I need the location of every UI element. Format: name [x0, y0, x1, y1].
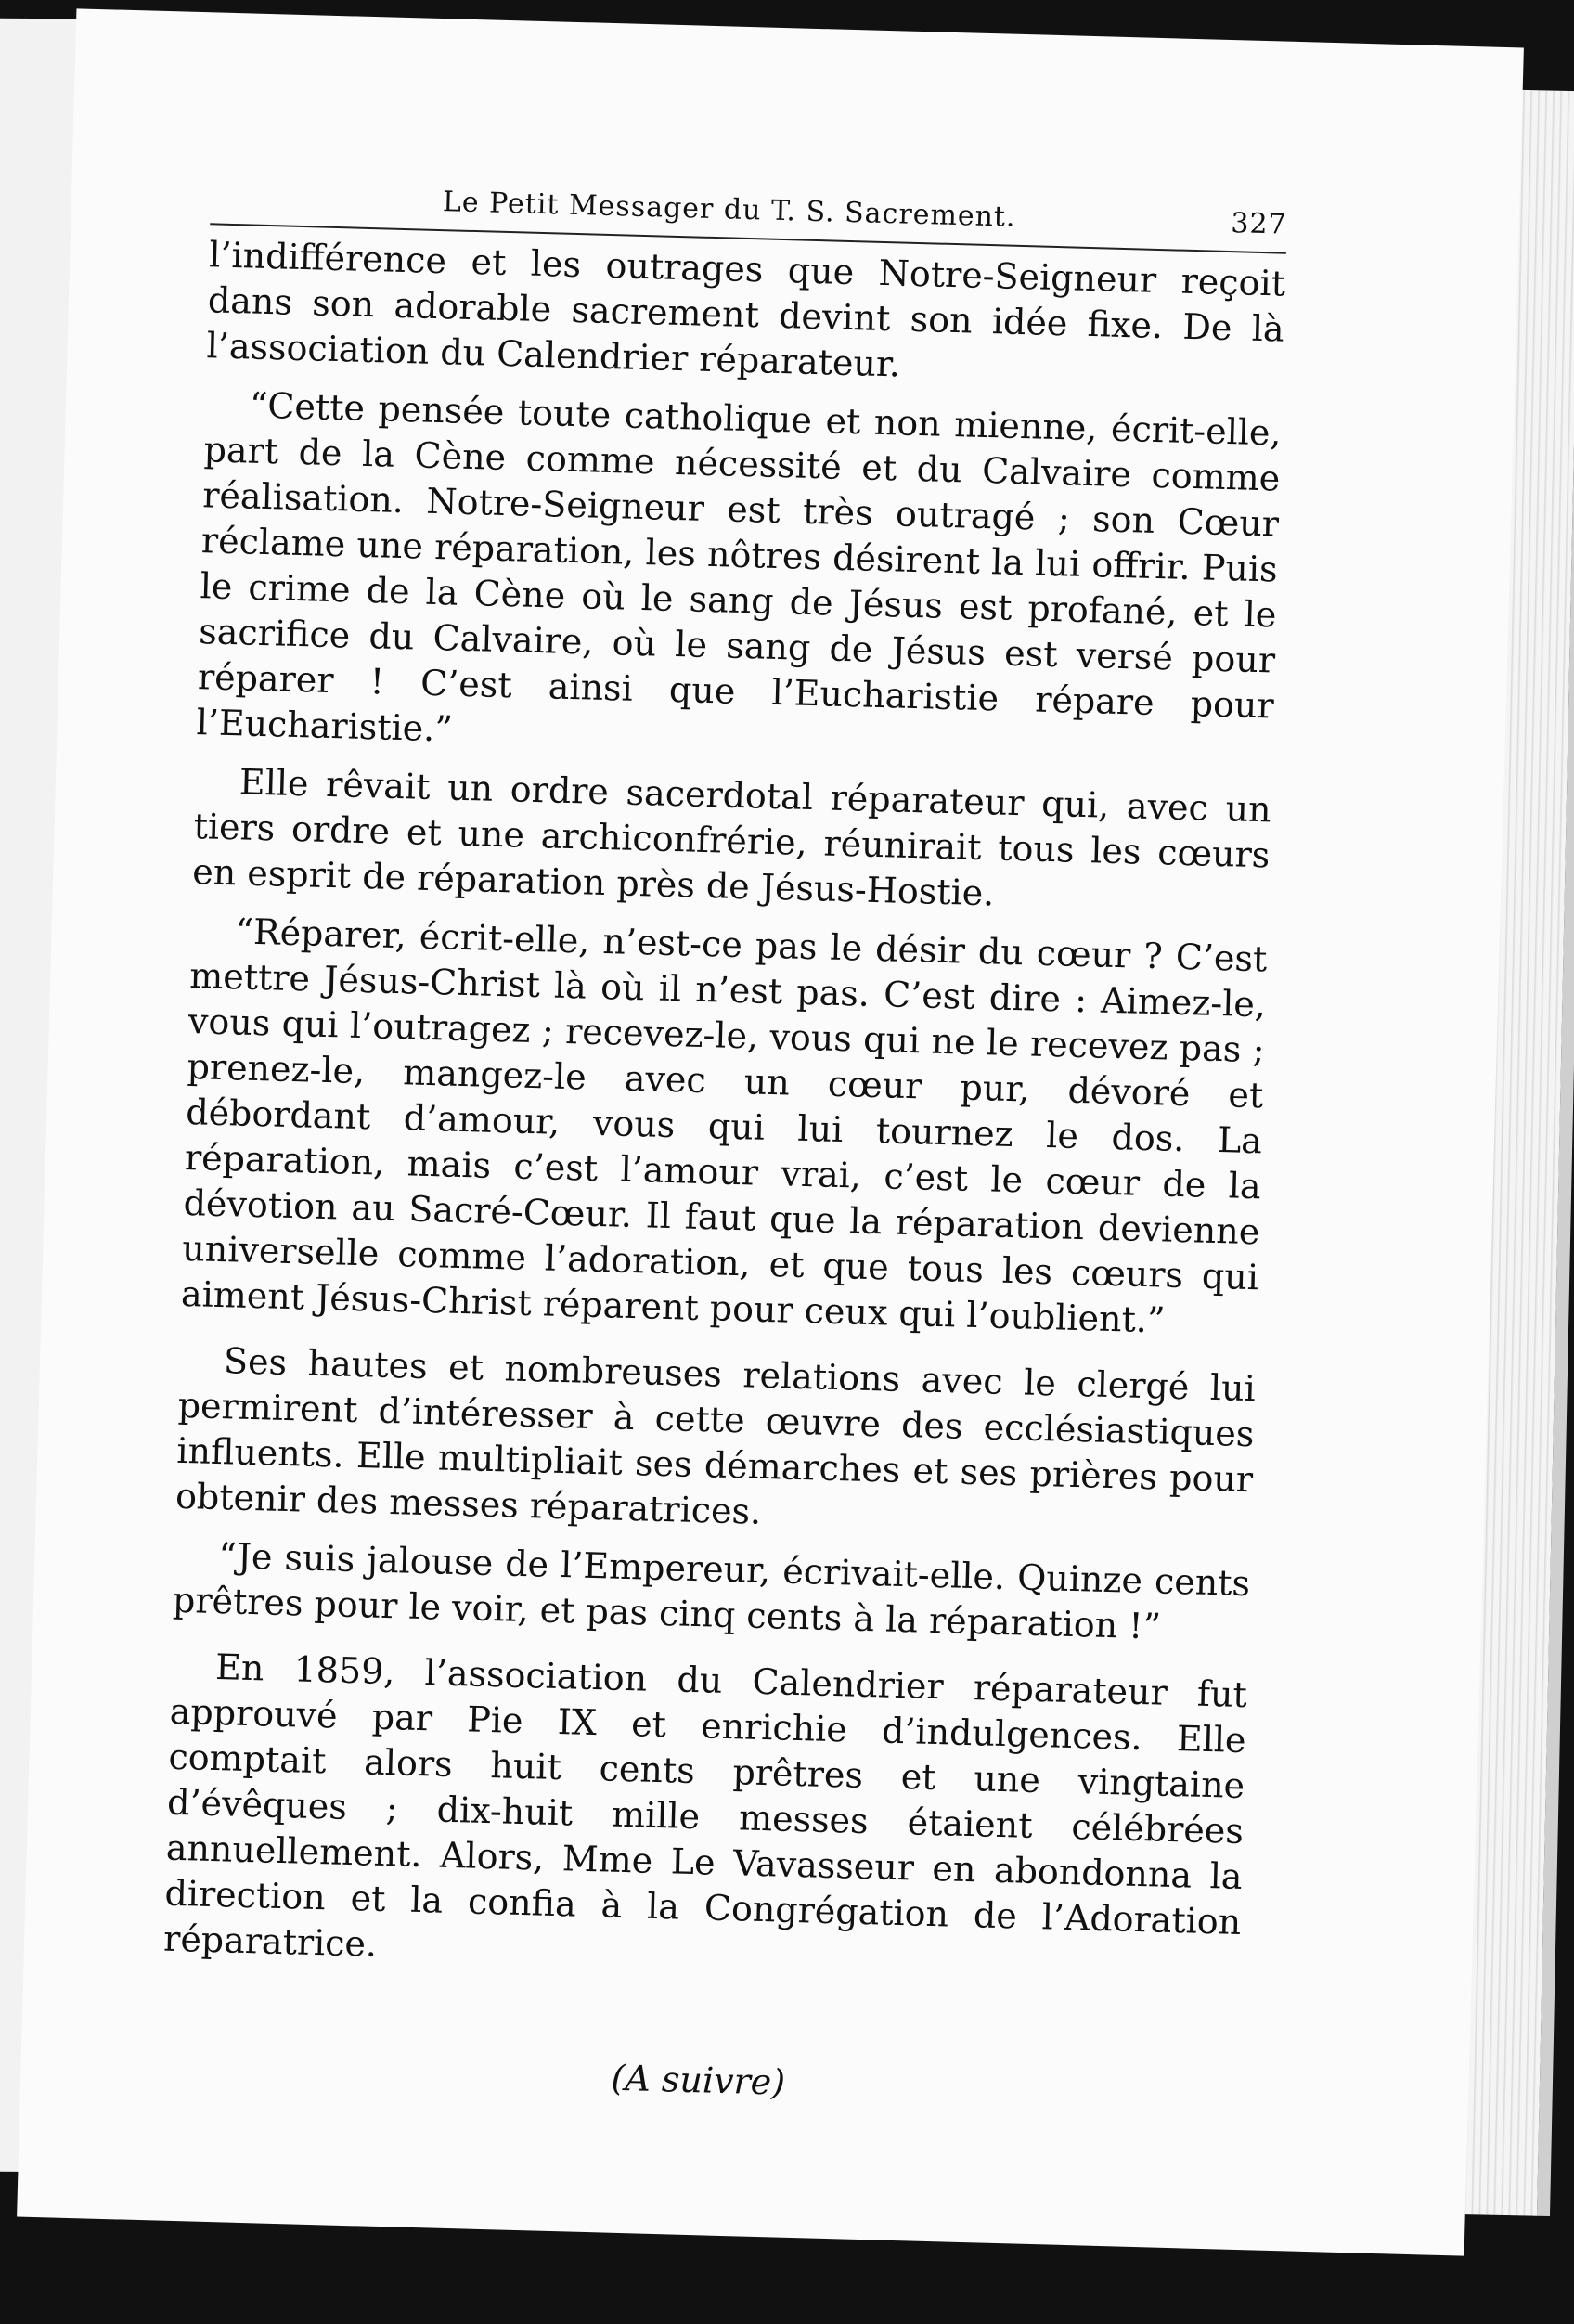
- page-text-block: [160, 179, 1287, 2115]
- paragraph-6-quote: “Je suis jalouse de l’Empereur, écrivait-elle. Quinze cents prêtres pour le voir, et pas cinq cents à la réparation !”: [172, 1535, 1251, 1647]
- paragraph-4-quote: “Réparer, écrit-elle, n’est-ce pas le désir du cœur ? C’est mettre Jésus-Christ là où il n’est pas. C’est dire : Aimez-le, vous qui l’outragez ; recevez-le, vous qui ne le recevez pas ; prenez-le, mangez-le avec un cœur pur, dévoré et débordant d’amour, vous qui lui tournez le dos. La réparation, mais c’est l’amour vrai, c’est le cœur de la dévotion au Sacré-Cœur. Il faut que la réparation devienne universelle comme l’adoration, et que tous les cœurs qui aiment Jésus-Christ réparent pour ceux qui l’oublient.”: [180, 910, 1268, 1341]
- page-number: 327: [1230, 207, 1288, 241]
- paragraph-1: l’indifférence et les outrages que Notre-Seigneur reçoit dans son adorable sacrement devint son idée fixe. De là l’association du Calendrier réparateur.: [206, 234, 1286, 385]
- to-be-continued: [160, 2046, 1237, 2115]
- to-be-continued-text: (A suivre): [611, 2057, 786, 2103]
- paragraph-5: Ses hautes et nombreuses relations avec le clergé lui permirent d’intéresser à cette œuvre des ecclésiastiques influents. Elle multipliait ses démarches et ses prières pour obtenir des messes réparatrices.: [174, 1340, 1257, 1532]
- paragraph-7: En 1859, l’association du Calendrier réparateur fut approuvé par Pie IX et enrichie d’indulgences. Elle comptait alors huit cents prêtres et une vingtaine d’évêques ; dix-huit mille messes étaient célébrées annuellement. Alors, Mme Le Vavasseur en abondonna la direction et la confia à la Congrégation de l’Adoration réparatrice.: [162, 1646, 1248, 1965]
- running-head-title: Le Petit Messager du T. S. Sacrement.: [442, 186, 1017, 234]
- paragraph-2-quote: “Cette pensée toute catholique et non mienne, écrit-elle, part de la Cène comme nécessité et du Calvaire comme réalisation. Notre-Seigneur est très outragé ; son Cœur réclame une réparation, les nôtres désirent la lui offrir. Puis le crime de la Cène où le sang de Jésus est profané, et le sacrifice du Calvaire, où le sang de Jésus est versé pour réparer ! C’est ainsi que l’Eucharistie répare pour l’Eucharistie.”: [196, 384, 1283, 750]
- book-page: [17, 8, 1524, 2255]
- paragraph-3: Elle rêvait un ordre sacerdotal réparateur qui, avec un tiers ordre et une archiconfrérie, réunirait tous les cœurs en esprit de réparation près de Jésus-Hostie.: [191, 761, 1272, 914]
